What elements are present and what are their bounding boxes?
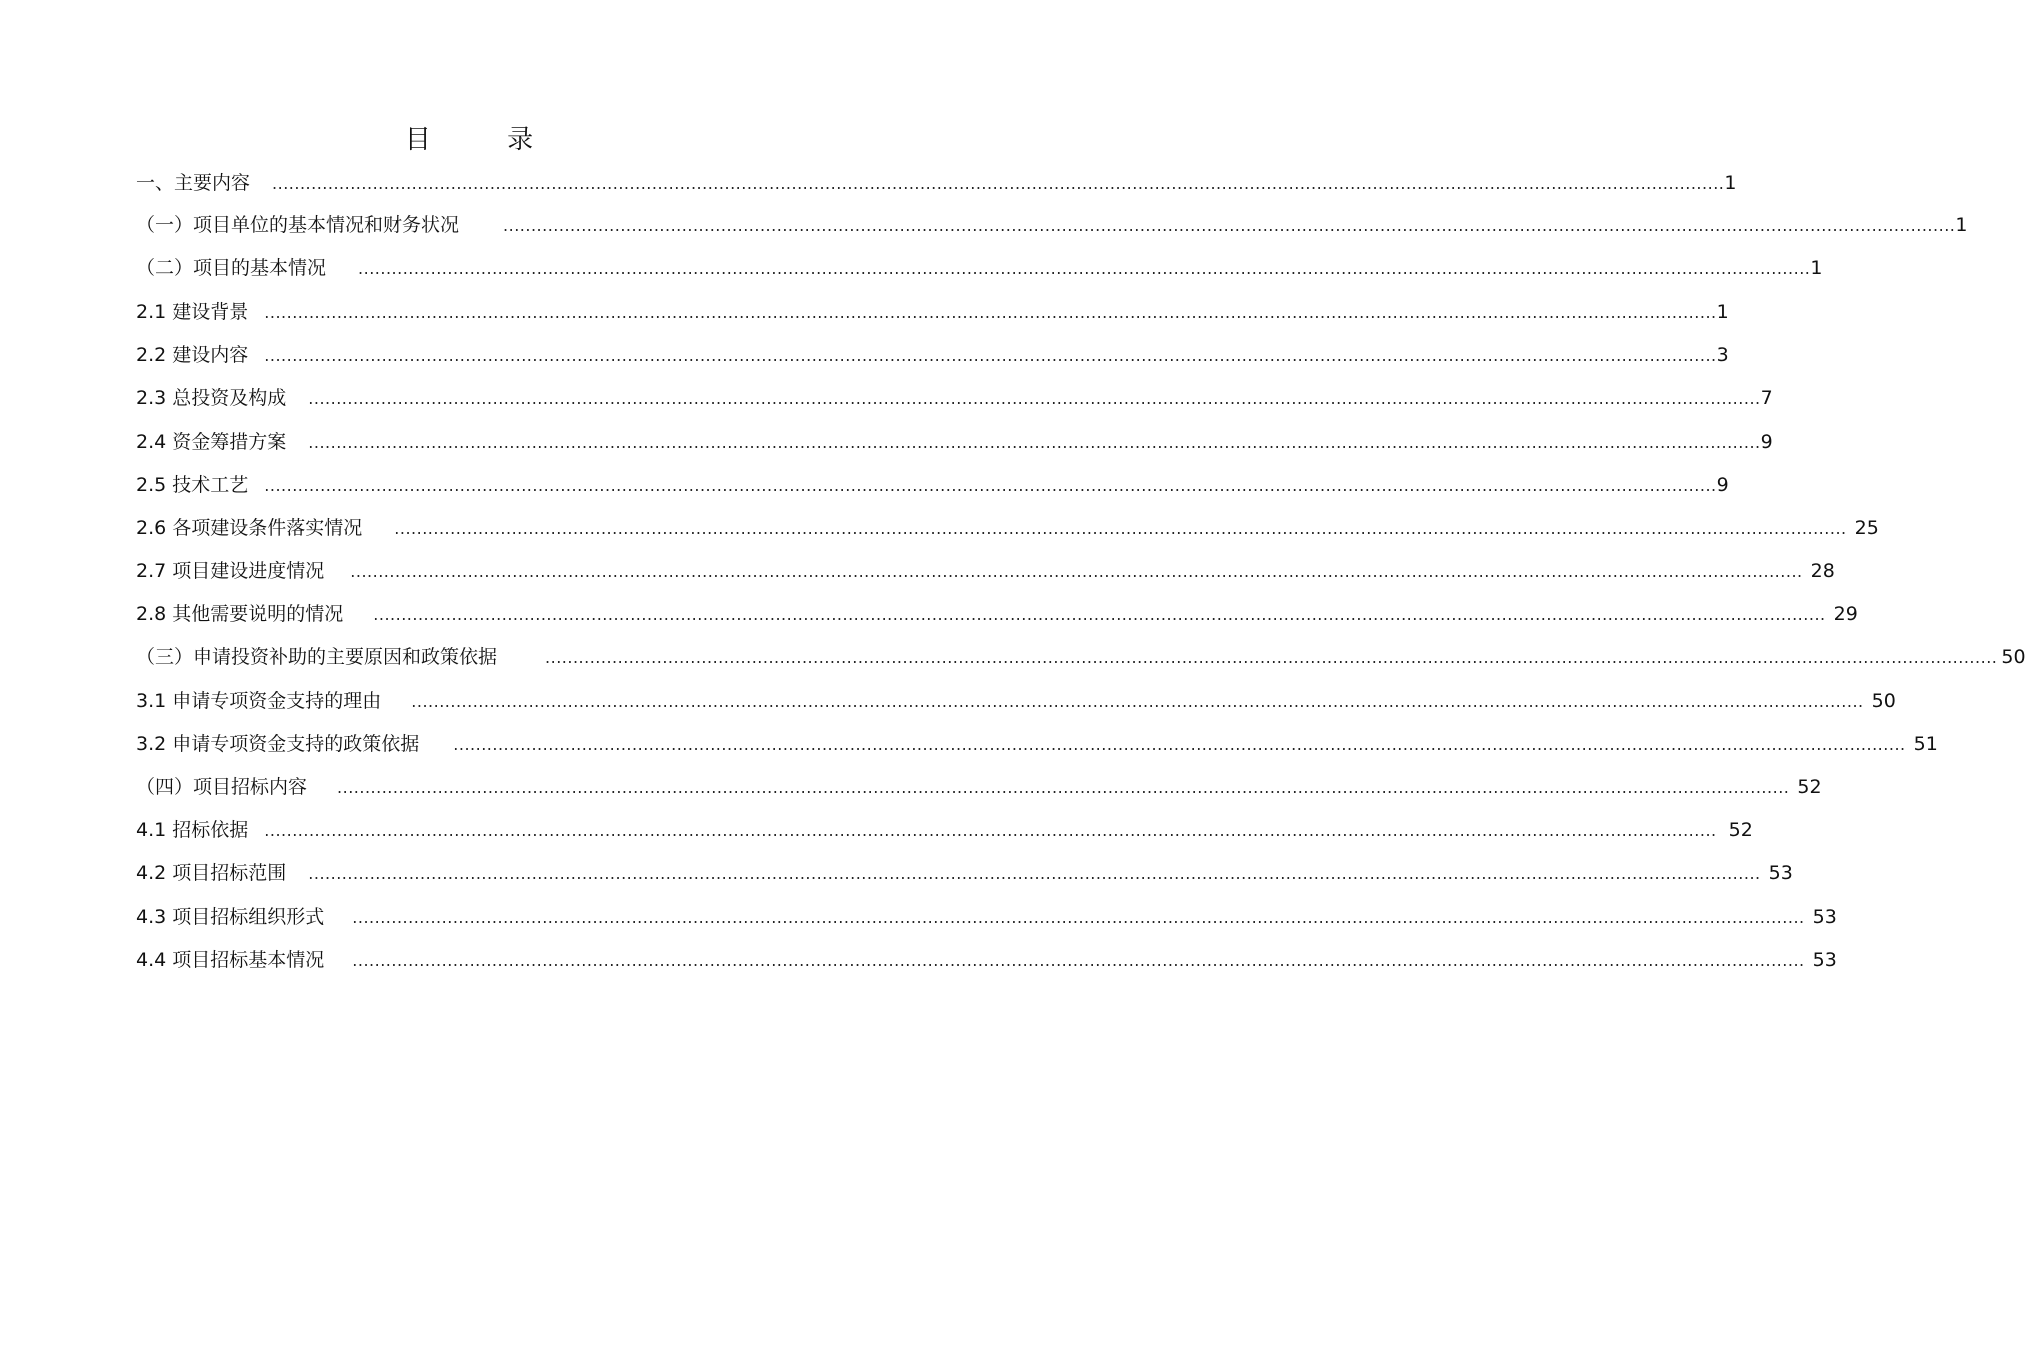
toc-entry-label: 3.1 申请专项资金支持的理由 xyxy=(136,690,382,712)
toc-leader-dots: .................................................................................................................................................................................................................................................................... xyxy=(411,692,1864,711)
toc-entry-page: 50 xyxy=(1871,690,1896,712)
toc-leader-dots: .................................................................................................................................................................................................................................................................... xyxy=(337,778,1790,797)
toc-leader-dots: .................................................................................................................................................................................................................................................................... xyxy=(350,562,1803,581)
toc-entry[interactable] xyxy=(136,297,1729,327)
toc-entry-page: 25 xyxy=(1854,517,1879,539)
toc-entry-page: 29 xyxy=(1833,603,1858,625)
toc-entry[interactable] xyxy=(136,168,1737,198)
toc-entry[interactable] xyxy=(136,253,1823,283)
toc-entry-label: （三）申请投资补助的主要原因和政策依据 xyxy=(136,646,498,668)
toc-entry-label: 2.8 其他需要说明的情况 xyxy=(136,603,344,625)
toc-entry[interactable] xyxy=(136,686,1896,716)
toc-title: 目 录 xyxy=(404,125,568,155)
toc-entry[interactable] xyxy=(136,772,1822,802)
toc-entry-page: 50 xyxy=(2001,646,2026,668)
toc-entry-label: 4.1 招标依据 xyxy=(136,819,249,841)
toc-entry-page: 53 xyxy=(1812,906,1837,928)
toc-entry-page: 7 xyxy=(1760,387,1773,409)
toc-entry[interactable] xyxy=(136,945,1837,975)
toc-leader-dots: .................................................................................................................................................................................................................................................................... xyxy=(308,864,1761,883)
toc-entry[interactable] xyxy=(136,902,1837,932)
toc-entry-page: 53 xyxy=(1768,862,1793,884)
toc-entry[interactable] xyxy=(136,858,1793,888)
toc-leader-dots: .................................................................................................................................................................................................................................................................... xyxy=(352,908,1805,927)
toc-leader-dots: .................................................................................................................................................................................................................................................................... xyxy=(352,951,1805,970)
toc-entry-page: 3 xyxy=(1716,344,1729,366)
toc-entry-page: 28 xyxy=(1810,560,1835,582)
toc-entry[interactable] xyxy=(136,599,1858,629)
toc-leader-dots: .................................................................................................................................................................................................................................................................... xyxy=(373,605,1826,624)
toc-leader-dots: .................................................................................................................................................................................................................................................................... xyxy=(264,476,1717,495)
toc-entry[interactable] xyxy=(136,729,1938,759)
toc-entry-page: 1 xyxy=(1724,172,1737,194)
toc-entry[interactable] xyxy=(136,556,1835,586)
toc-entry-label: 2.1 建设背景 xyxy=(136,301,249,323)
toc-entry[interactable] xyxy=(136,815,1753,845)
toc-entry-label: 2.5 技术工艺 xyxy=(136,474,249,496)
toc-leader-dots: .................................................................................................................................................................................................................................................................... xyxy=(503,216,1956,235)
toc-entry[interactable] xyxy=(136,642,2026,672)
toc-entry[interactable] xyxy=(136,210,1968,240)
toc-entry-label: 2.7 项目建设进度情况 xyxy=(136,560,325,582)
toc-entry-page: 9 xyxy=(1716,474,1729,496)
toc-leader-dots: .................................................................................................................................................................................................................................................................... xyxy=(264,346,1717,365)
toc-leader-dots: .................................................................................................................................................................................................................................................................... xyxy=(545,648,1998,667)
toc-entry-label: 2.6 各项建设条件落实情况 xyxy=(136,517,363,539)
toc-leader-dots: .................................................................................................................................................................................................................................................................... xyxy=(264,821,1717,840)
toc-entry-label: 一、主要内容 xyxy=(136,172,251,194)
toc-entry[interactable] xyxy=(136,427,1773,457)
toc-entry-label: 2.2 建设内容 xyxy=(136,344,249,366)
toc-leader-dots: .................................................................................................................................................................................................................................................................... xyxy=(358,259,1811,278)
toc-entry-page: 53 xyxy=(1812,949,1837,971)
toc-entry[interactable] xyxy=(136,340,1729,370)
toc-entry-label: 3.2 申请专项资金支持的政策依据 xyxy=(136,733,420,755)
toc-entry[interactable] xyxy=(136,383,1773,413)
toc-entry[interactable] xyxy=(136,470,1729,500)
toc-entry-label: （四）项目招标内容 xyxy=(136,776,308,798)
toc-entry[interactable] xyxy=(136,513,1879,543)
toc-entry-page: 52 xyxy=(1728,819,1753,841)
toc-entry-page: 1 xyxy=(1716,301,1729,323)
toc-entry-label: 4.2 项目招标范围 xyxy=(136,862,287,884)
toc-entry-page: 52 xyxy=(1797,776,1822,798)
toc-leader-dots: .................................................................................................................................................................................................................................................................... xyxy=(264,303,1717,322)
toc-entry-page: 51 xyxy=(1913,733,1938,755)
toc-entry-page: 9 xyxy=(1760,431,1773,453)
toc-entry-label: （一）项目单位的基本情况和财务状况 xyxy=(136,214,460,236)
toc-entry-label: 4.3 项目招标组织形式 xyxy=(136,906,325,928)
toc-entry-label: 2.3 总投资及构成 xyxy=(136,387,287,409)
toc-entry-label: 2.4 资金筹措方案 xyxy=(136,431,287,453)
toc-leader-dots: .................................................................................................................................................................................................................................................................... xyxy=(394,519,1847,538)
toc-leader-dots: .................................................................................................................................................................................................................................................................... xyxy=(308,389,1761,408)
toc-entry-page: 1 xyxy=(1955,214,1968,236)
toc-leader-dots: .................................................................................................................................................................................................................................................................... xyxy=(272,174,1725,193)
toc-leader-dots: .................................................................................................................................................................................................................................................................... xyxy=(453,735,1906,754)
toc-leader-dots: .................................................................................................................................................................................................................................................................... xyxy=(308,433,1761,452)
toc-entry-label: 4.4 项目招标基本情况 xyxy=(136,949,325,971)
toc-entry-label: （二）项目的基本情况 xyxy=(136,257,327,279)
toc-entry-page: 1 xyxy=(1810,257,1823,279)
